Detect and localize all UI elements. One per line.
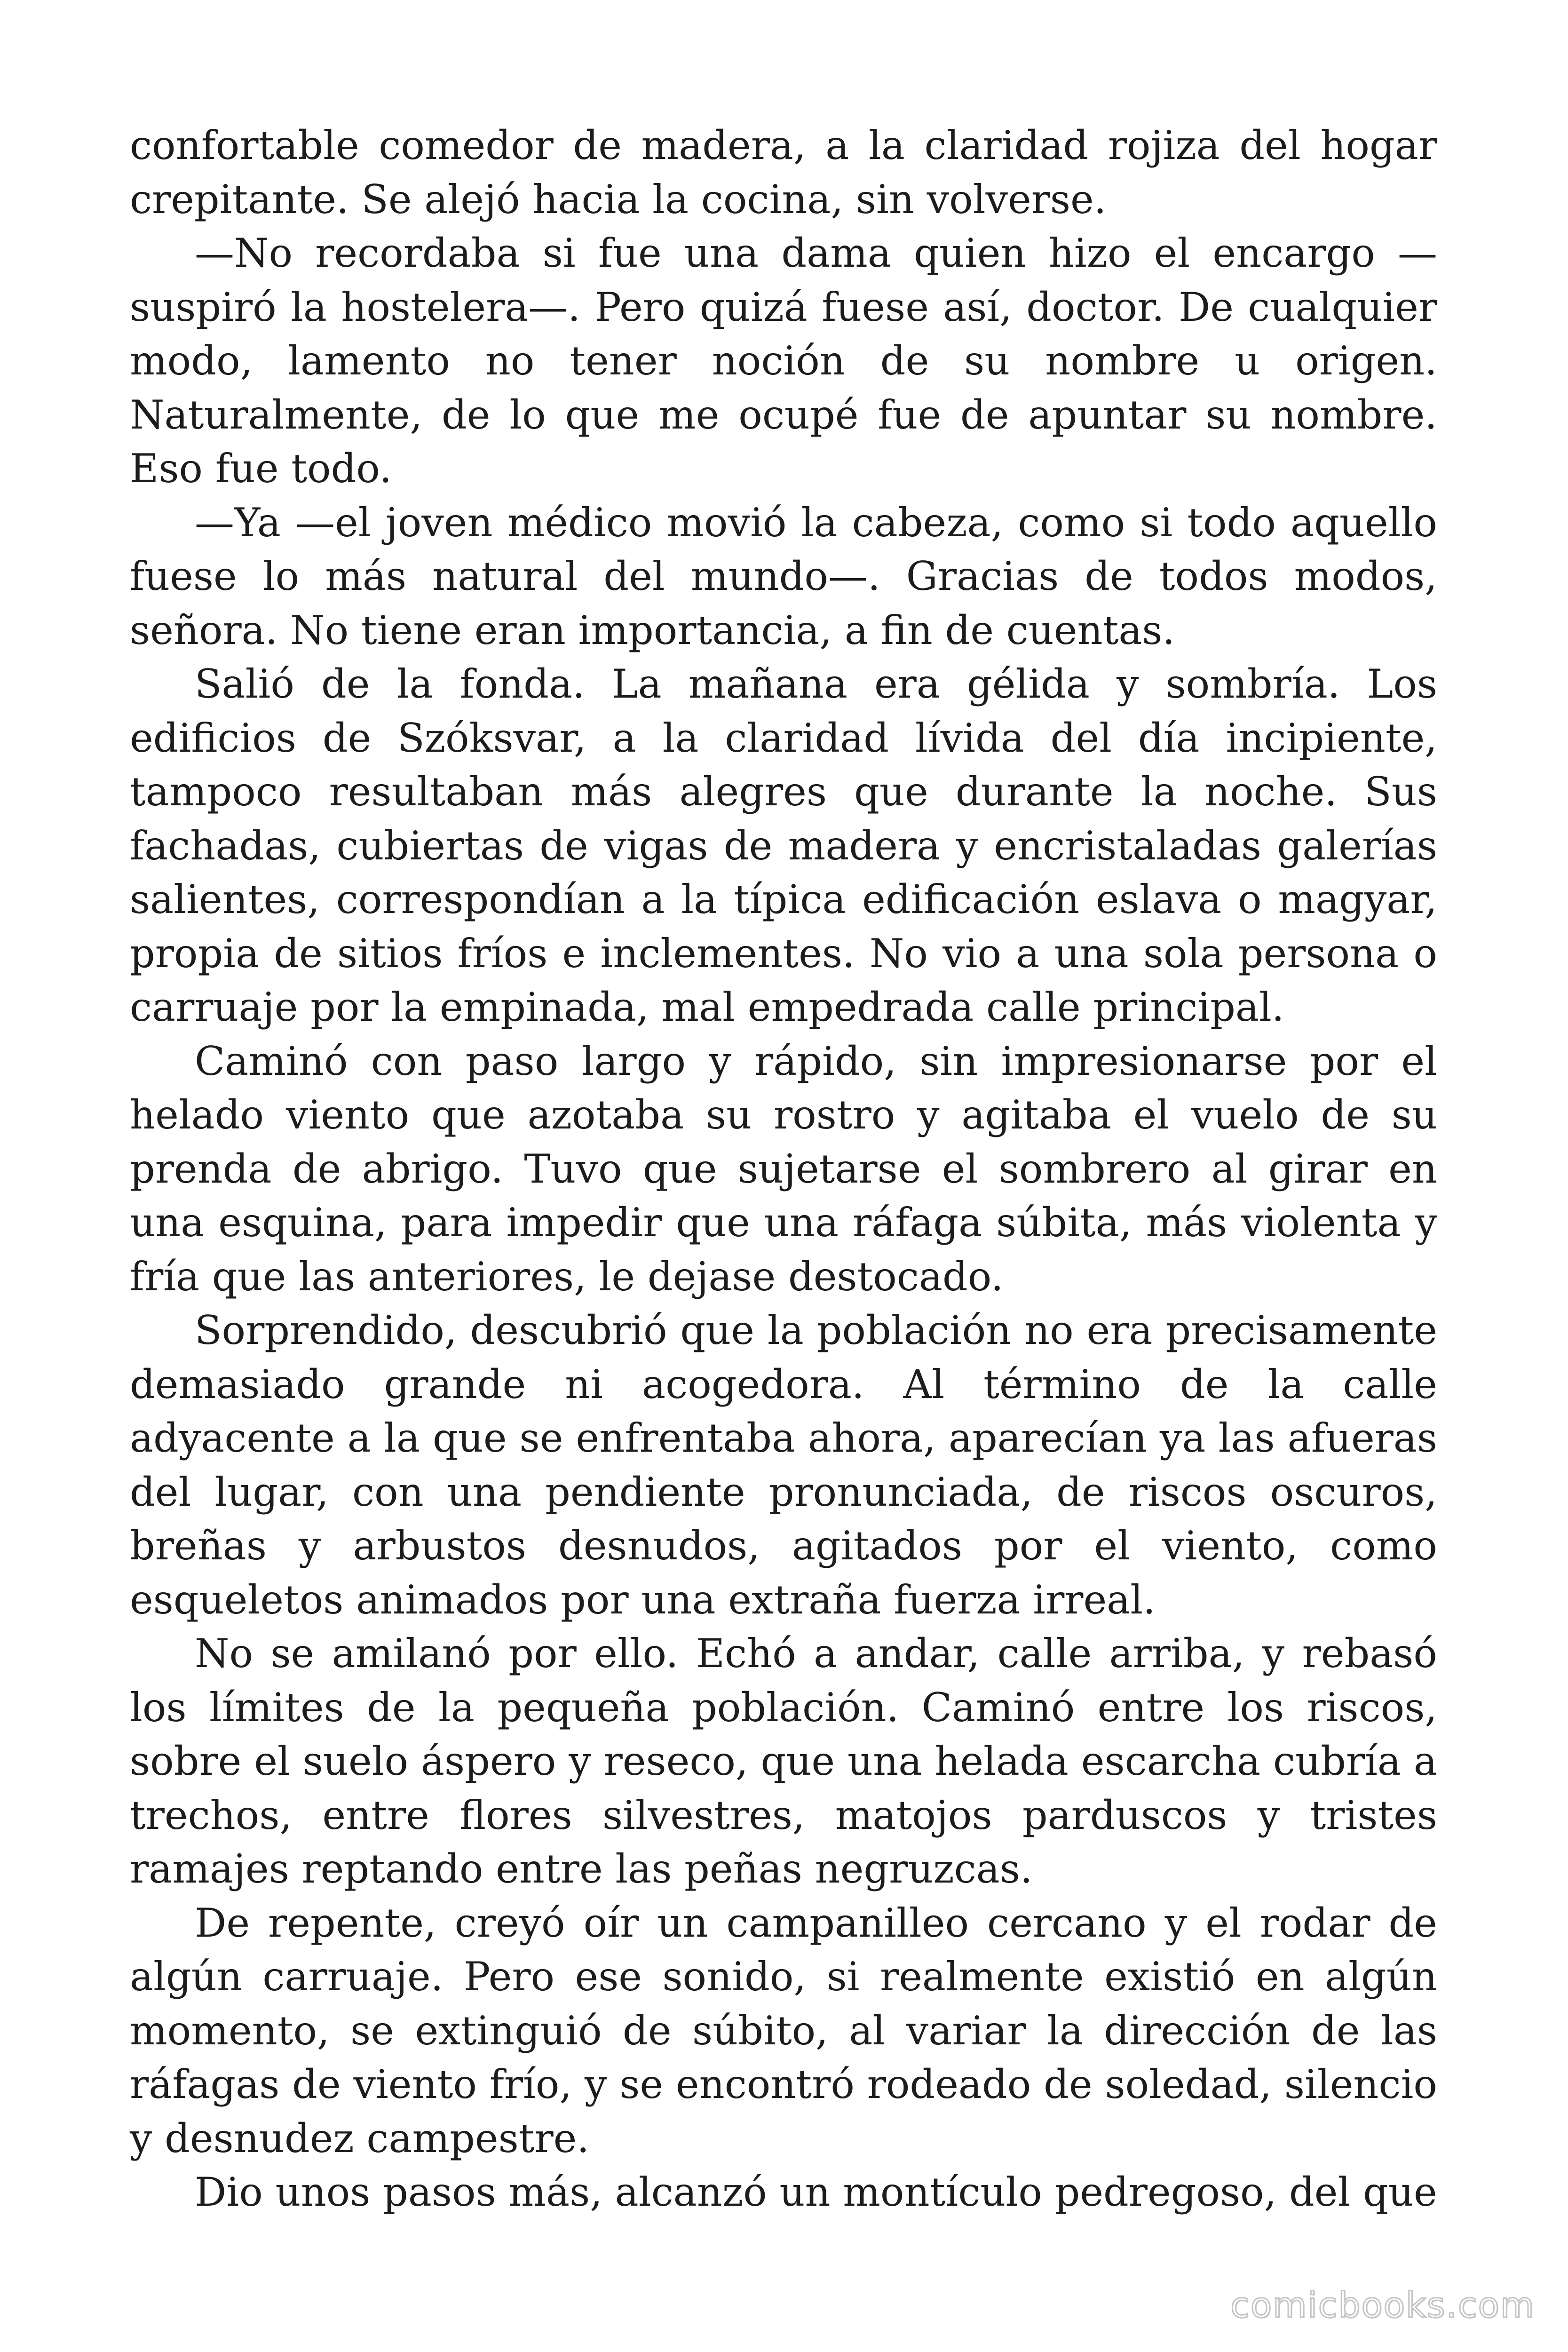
paragraph: De repente, creyó oír un campanilleo cercano y el rodar de algún carruaje. Pero ese sonido, si realmente existió en algún momento, se extinguió de súbito, al variar la dirección de las ráfagas de viento frío, y se encontró rodeado de soledad, silencio y desnudez campestre. xyxy=(130,1899,1437,2161)
paragraph: Caminó con paso largo y rápido, sin impresionarse por el helado viento que azotaba su rostro y agitaba el vuelo de su prenda de abrigo. Tuvo que sujetarse el sombrero al girar en una esquina, para impedir que una ráfaga súbita, más violenta y fría que las anteriores, le dejase destocado. xyxy=(130,1038,1437,1300)
body-text xyxy=(130,119,1437,2219)
paragraph: Salió de la fonda. La mañana era gélida y sombría. Los edificios de Szóksvar, a la claridad lívida del día incipiente, tampoco resultaban más alegres que durante la noche. Sus fachadas, cubiertas de vigas de madera y encristaladas galerías salientes, correspondían a la típica edificación eslava o magyar, propia de sitios fríos e inclementes. No vio a una sola persona o carruaje por la empinada, mal empedrada calle principal. xyxy=(130,661,1437,1030)
paragraph: —No recordaba si fue una dama quien hizo el encargo —suspiró la hostelera—. Pero quizá fuese así, doctor. De cualquier modo, lamento no tener noción de su nombre u origen. Naturalmente, de lo que me ocupé fue de apuntar su nombre. Eso fue todo. xyxy=(130,230,1437,492)
watermark: comicbooks.com xyxy=(1230,2285,1535,2326)
paragraph: No se amilanó por ello. Echó a andar, calle arriba, y rebasó los límites de la pequeña población. Caminó entre los riscos, sobre el suelo áspero y reseco, que una helada escarcha cubría a trechos, entre flores silvestres, matojos parduscos y tristes ramajes reptando entre las peñas negruzcas. xyxy=(130,1630,1437,1892)
paragraph: Sorprendido, descubrió que la población no era precisamente demasiado grande ni acogedora. Al término de la calle adyacente a la que se enfrentaba ahora, aparecían ya las afueras del lugar, con una pendiente pronunciada, de riscos oscuros, breñas y arbustos desnudos, agitados por el viento, como esqueletos animados por una extraña fuerza irreal. xyxy=(130,1307,1437,1623)
paragraph: Dio unos pasos más, alcanzó un montículo pedregoso, del que xyxy=(195,2169,1437,2215)
paragraph: —Ya —el joven médico movió la cabeza, como si todo aquello fuese lo más natural del mundo—. Gracias de todos modos, señora. No tiene eran importancia, a fin de cuentas. xyxy=(130,499,1437,653)
paragraph: confortable comedor de madera, a la claridad rojiza del hogar crepitante. Se alejó hacia la cocina, sin volverse. xyxy=(130,122,1437,222)
